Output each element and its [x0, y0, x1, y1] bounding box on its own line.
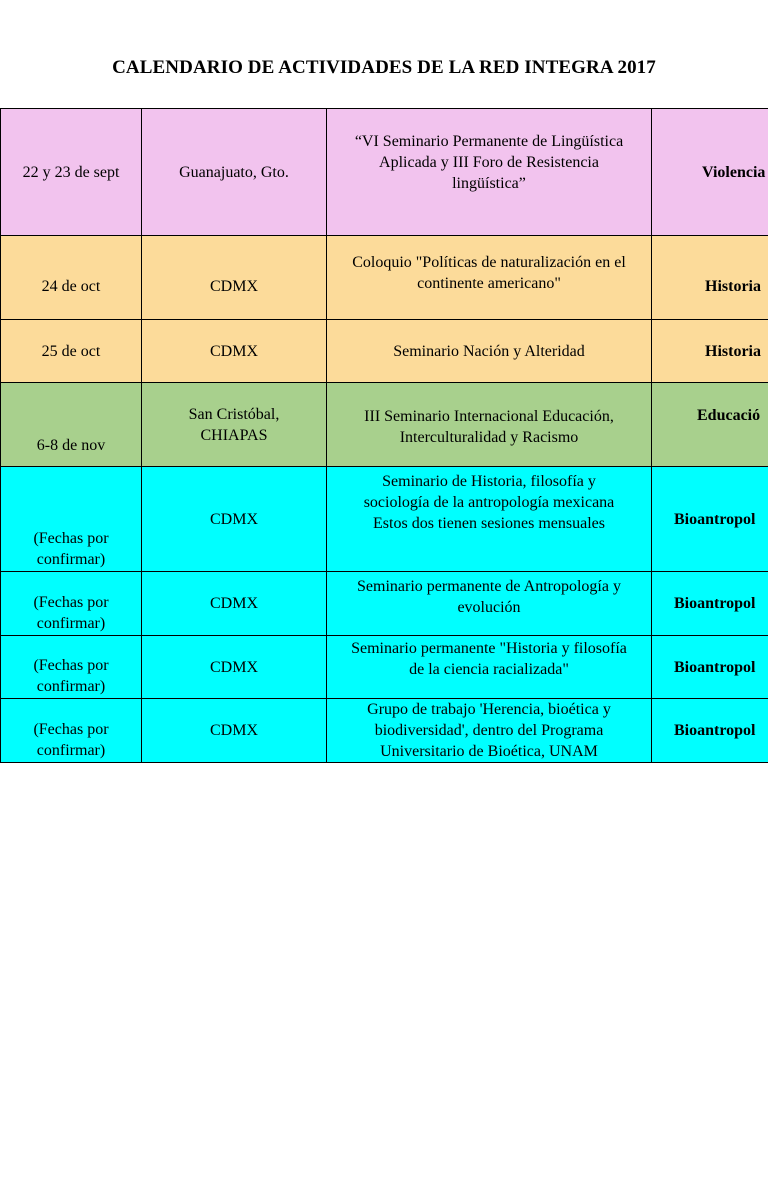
theme-cell: Bioantropol	[652, 699, 768, 763]
place-text: Guanajuato, Gto.	[179, 163, 289, 181]
table-row	[1, 383, 768, 467]
activity-cell	[327, 572, 652, 636]
theme-cell: Bioantropol	[652, 467, 768, 572]
place-cell	[142, 699, 327, 763]
date-cell	[1, 383, 142, 467]
date-text: (Fechas por	[33, 594, 109, 611]
activity-cell	[327, 320, 652, 383]
activity-text: Aplicada y III Foro de Resistencia	[379, 154, 599, 171]
date-cell	[1, 699, 142, 763]
date-text: confirmar)	[36, 742, 106, 759]
date-cell	[1, 109, 142, 236]
place-cell	[142, 383, 327, 467]
activity-text: continente americano"	[417, 275, 561, 292]
date-text: (Fechas por	[33, 530, 109, 547]
place-cell	[142, 467, 327, 572]
date-text: (Fechas por	[33, 721, 109, 738]
place-text: CDMX	[209, 595, 258, 612]
activity-cell	[327, 636, 652, 699]
activity-cell	[327, 467, 652, 572]
date-text: 25 de oct	[41, 342, 101, 360]
table-row	[1, 699, 768, 763]
activity-text: sociología de la antropología mexicana	[363, 494, 615, 511]
activity-text: “VI Seminario Permanente de Lingüística	[354, 133, 624, 150]
date-cell	[1, 467, 142, 572]
date-text: confirmar)	[36, 678, 106, 695]
table-row	[1, 109, 768, 236]
date-cell	[1, 236, 142, 320]
place-text: San Cristóbal,	[188, 405, 280, 423]
theme-cell: Bioantropol	[652, 636, 768, 699]
date-text: 24 de oct	[41, 278, 101, 295]
place-cell	[142, 572, 327, 636]
activity-text: Estos dos tienen sesiones mensuales	[373, 515, 605, 532]
theme-cell: Historia	[652, 320, 768, 383]
activities-table-wrapper	[0, 108, 768, 763]
activity-cell	[327, 699, 652, 763]
place-text: CDMX	[209, 278, 258, 295]
date-text: confirmar)	[36, 615, 106, 632]
theme-cell: Historia	[652, 236, 768, 320]
place-cell	[142, 636, 327, 699]
activities-table	[0, 108, 768, 763]
date-cell	[1, 636, 142, 699]
activity-text: Coloquio "Políticas de naturalización en el	[352, 254, 626, 271]
activity-text: biodiversidad', dentro del Programa	[374, 722, 604, 739]
date-text: confirmar)	[36, 551, 106, 568]
theme-cell: Violencia	[652, 109, 768, 236]
activity-text: Seminario Nación y Alteridad	[393, 342, 585, 360]
place-text: CDMX	[209, 510, 258, 528]
date-text: (Fechas por	[33, 657, 109, 674]
table-row	[1, 572, 768, 636]
date-cell	[1, 572, 142, 636]
activity-text: Interculturalidad y Racismo	[399, 428, 579, 446]
place-text: CHIAPAS	[200, 426, 268, 444]
place-cell	[142, 320, 327, 383]
activity-text: Universitario de Bioética, UNAM	[380, 743, 598, 760]
table-row	[1, 320, 768, 383]
table-row	[1, 236, 768, 320]
activity-cell	[327, 383, 652, 467]
activity-text: lingüística”	[452, 175, 526, 192]
table-row	[1, 467, 768, 572]
activity-text: III Seminario Internacional Educación,	[364, 407, 614, 425]
activity-text: Seminario permanente "Historia y filosofía	[351, 640, 627, 657]
theme-cell: Educació	[652, 383, 768, 467]
date-cell	[1, 320, 142, 383]
theme-cell: Bioantropol	[652, 572, 768, 636]
activity-text: de la ciencia racializada"	[409, 661, 569, 678]
activity-cell	[327, 109, 652, 236]
place-text: CDMX	[209, 342, 258, 360]
activity-text: Grupo de trabajo 'Herencia, bioética y	[367, 701, 611, 718]
place-cell	[142, 236, 327, 320]
activity-text: Seminario permanente de Antropología y	[357, 578, 621, 595]
place-text: CDMX	[209, 658, 258, 676]
page-title: CALENDARIO DE ACTIVIDADES DE LA RED INTEGRA 2017	[112, 57, 656, 78]
date-text: 6-8 de nov	[36, 437, 106, 454]
activity-cell	[327, 236, 652, 320]
activity-text: evolución	[457, 599, 521, 616]
place-text: CDMX	[209, 722, 258, 739]
activity-text: Seminario de Historia, filosofía y	[382, 473, 596, 490]
place-cell	[142, 109, 327, 236]
date-text: 22 y 23 de sept	[22, 163, 120, 181]
table-row	[1, 636, 768, 699]
